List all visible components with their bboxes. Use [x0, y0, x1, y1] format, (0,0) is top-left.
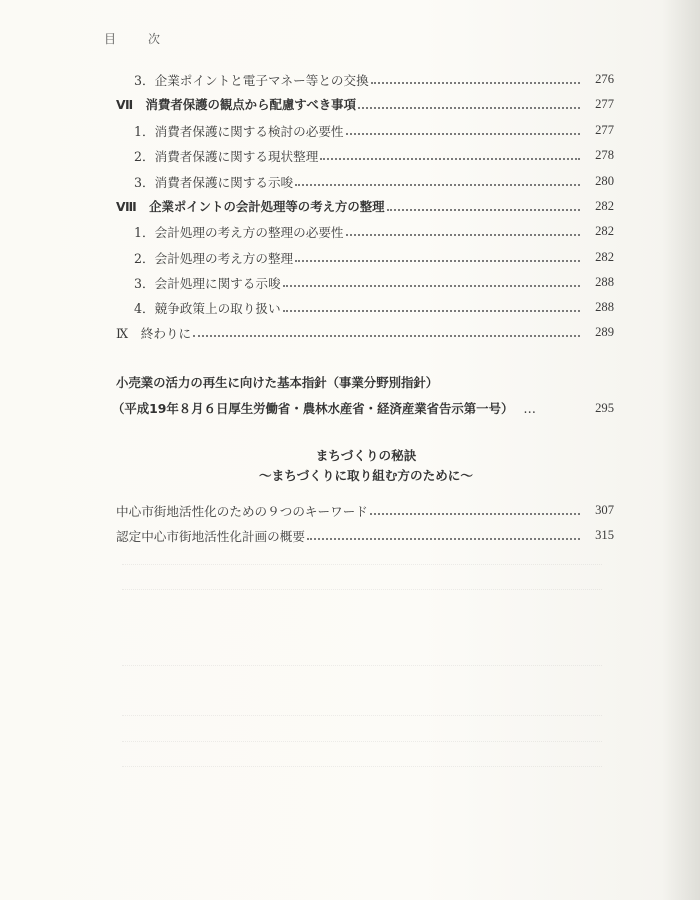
- toc-entry: [134, 68, 614, 90]
- toc-entry-label: 3．企業ポイントと電子マネー等との交換: [134, 72, 369, 88]
- toc-entry: [134, 220, 614, 242]
- guideline-title-row: [116, 371, 614, 393]
- page-edge-shadow: [662, 0, 700, 900]
- guideline-page: 295: [595, 400, 614, 415]
- toc-chapter-page: 282: [595, 198, 614, 213]
- toc-entry-label: 3．消費者保護に関する示唆: [134, 174, 294, 190]
- dot-leader: [193, 334, 580, 337]
- toc-entry-label: 中心市街地活性化のための９つのキーワード: [116, 503, 368, 519]
- toc-entry: [134, 246, 614, 268]
- toc-entry-page: 282: [595, 249, 614, 264]
- dot-leader: [370, 512, 580, 515]
- toc-entry: [134, 144, 614, 166]
- dot-leader: [346, 132, 580, 135]
- toc-entry: [116, 524, 614, 546]
- toc-chapter-label: Ⅷ 企業ポイントの会計処理等の考え方の整理: [116, 199, 385, 214]
- guideline-title: 小売業の活力の再生に向けた基本指針（事業分野別指針）: [116, 375, 439, 390]
- toc-entry-label: 認定中心市街地活性化計画の概要: [116, 528, 305, 544]
- toc-entry: [134, 119, 614, 141]
- toc-chapter: [116, 93, 614, 115]
- dot-leader: [283, 309, 580, 312]
- toc-entry: [116, 499, 614, 521]
- toc-chapter-page: 289: [595, 324, 614, 339]
- toc-entry-page: 280: [595, 173, 614, 188]
- toc-entry: [134, 296, 614, 318]
- toc-entry-label: 4．競争政策上の取り扱い: [134, 300, 281, 316]
- toc-entry: [134, 271, 614, 293]
- show-through-line: [122, 588, 602, 590]
- toc-entry-page: 307: [595, 502, 614, 517]
- toc-entry-label: 2．会計処理の考え方の整理: [134, 250, 294, 266]
- dot-leader: [358, 106, 580, 109]
- section-subtitle: 〜まちづくりに取り組む方のために〜: [259, 468, 473, 483]
- toc-entry-page: 277: [595, 122, 614, 137]
- dot-leader: [387, 208, 580, 211]
- toc-entry-label: 2．消費者保護に関する現状整理: [134, 148, 319, 164]
- toc-entry-label: 1．会計処理の考え方の整理の必要性: [134, 224, 344, 240]
- show-through-line: [122, 765, 602, 767]
- toc-entry-page: 315: [595, 527, 614, 542]
- toc-entry: [134, 170, 614, 192]
- toc-chapter-label: Ⅶ 消費者保護の観点から配慮すべき事項: [116, 97, 356, 112]
- toc-entry-page: 276: [595, 71, 614, 86]
- toc-entry-page: 278: [595, 147, 614, 162]
- section-title: まちづくりの秘訣: [315, 448, 417, 463]
- ellipsis: …: [523, 400, 537, 416]
- page-header: 目 次: [104, 32, 171, 46]
- show-through-line: [122, 664, 602, 666]
- dot-leader: [346, 233, 580, 236]
- toc-entry-label: 1．消費者保護に関する検討の必要性: [134, 123, 344, 139]
- dot-leader: [283, 284, 580, 287]
- toc-chapter: [116, 195, 614, 217]
- toc-entry-label: 3．会計処理に関する示唆: [134, 275, 281, 291]
- toc-entry-page: 282: [595, 223, 614, 238]
- dot-leader: [371, 81, 580, 84]
- guideline-subtitle-row: [112, 397, 614, 419]
- toc-chapter: [116, 321, 614, 343]
- dot-leader: [295, 183, 580, 186]
- show-through-line: [122, 714, 602, 716]
- dot-leader: [320, 157, 580, 160]
- toc-chapter-label: Ⅸ 終わりに: [116, 325, 192, 341]
- show-through-line: [122, 563, 602, 565]
- show-through-line: [122, 740, 602, 742]
- toc-chapter-page: 277: [595, 96, 614, 111]
- dot-leader: [295, 259, 580, 262]
- guideline-subtitle: （平成19年８月６日厚生労働省・農林水産省・経済産業省告示第一号）: [112, 401, 514, 416]
- toc-entry-page: 288: [595, 274, 614, 289]
- dot-leader: [307, 537, 580, 540]
- toc-entry-page: 288: [595, 299, 614, 314]
